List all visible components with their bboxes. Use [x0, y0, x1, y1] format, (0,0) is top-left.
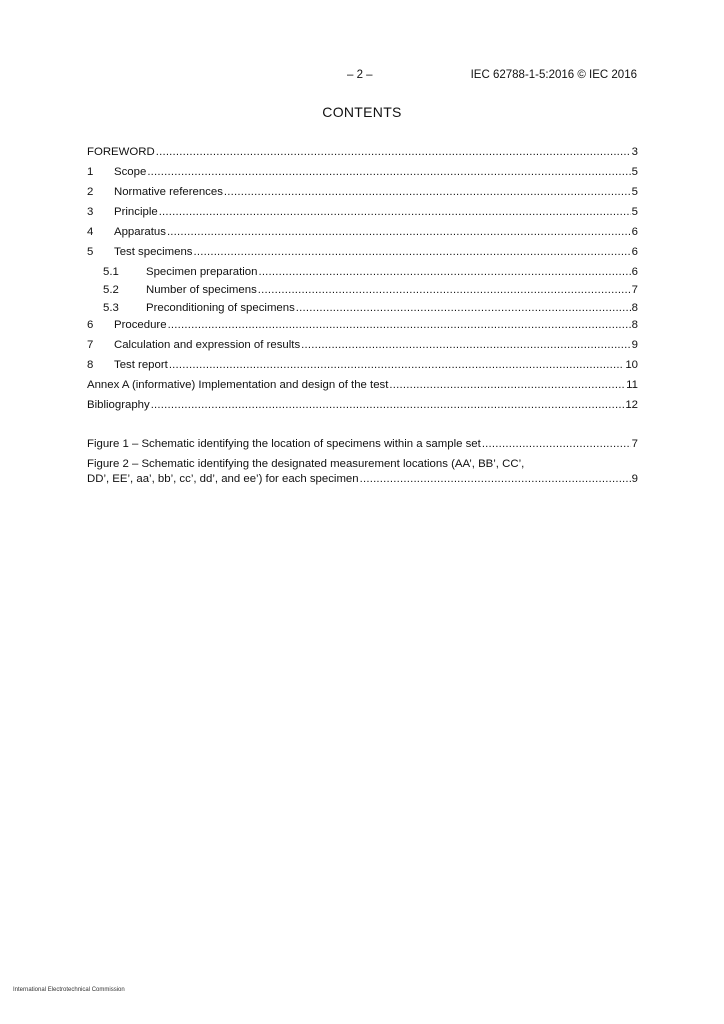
toc-entry-title: Preconditioning of specimens [146, 302, 295, 314]
dot-leader [224, 185, 631, 199]
toc-entry-test-report[interactable] [87, 358, 638, 372]
toc-entry-title: Calculation and expression of results [114, 339, 301, 351]
toc-entry-annex-a[interactable] [87, 378, 638, 392]
toc-entry-number: 5.1 [103, 266, 119, 278]
toc-entry-test-specimens[interactable] [87, 245, 638, 259]
figure-title: Figure 1 – Schematic identifying the location of specimens within a sample set [87, 438, 481, 450]
toc-entry-foreword[interactable] [87, 145, 638, 159]
figure-page: 9 [631, 473, 638, 485]
toc-entry-number: 7 [87, 339, 94, 351]
toc-entry-page: 8 [631, 302, 638, 314]
toc-figure-2-line-1[interactable]: Figure 2 – Schematic identifying the designated measurement locations (AA’, BB’, CC’, [87, 458, 525, 470]
document-identifier: IEC 62788-1-5:2016 © IEC 2016 [470, 69, 637, 81]
toc-entry-number-of-specimens[interactable] [103, 283, 638, 297]
toc-entry-bibliography[interactable] [87, 398, 638, 412]
dot-leader [194, 245, 631, 259]
dot-leader [296, 301, 631, 315]
toc-entry-page: 3 [631, 146, 638, 158]
toc-entry-title: Normative references [114, 186, 223, 198]
toc-entry-principle[interactable] [87, 205, 638, 219]
dot-leader [482, 437, 631, 451]
toc-entry-title: Scope [114, 166, 147, 178]
toc-figure-1[interactable] [87, 437, 638, 451]
toc-entry-page: 5 [631, 206, 638, 218]
toc-entry-number: 8 [87, 359, 94, 371]
dot-leader [360, 472, 631, 486]
toc-entry-number: 5.2 [103, 284, 119, 296]
dot-leader [167, 225, 631, 239]
toc-entry-page: 6 [631, 266, 638, 278]
figure-title: DD’, EE’, aa’, bb’, cc’, dd’, and ee’) for each specimen [87, 473, 359, 485]
dot-leader [258, 265, 630, 279]
toc-figure-2[interactable] [87, 472, 638, 486]
toc-entry-apparatus[interactable] [87, 225, 638, 239]
page-header [0, 69, 724, 83]
toc-entry-title: Specimen preparation [146, 266, 258, 278]
dot-leader [147, 165, 630, 179]
toc-entry-page: 9 [631, 339, 638, 351]
toc-entry-title: FOREWORD [87, 146, 155, 158]
toc-entry-page: 12 [625, 399, 638, 411]
toc-entry-title: Procedure [114, 319, 167, 331]
toc-entry-scope[interactable] [87, 165, 638, 179]
toc-entry-page: 10 [625, 359, 638, 371]
dot-leader [169, 358, 625, 372]
toc-entry-specimen-preparation[interactable] [103, 265, 638, 279]
toc-entry-calculation[interactable] [87, 338, 638, 352]
dot-leader [156, 145, 631, 159]
dot-leader [389, 378, 625, 392]
toc-entry-page: 7 [631, 284, 638, 296]
toc-entry-title: Number of specimens [146, 284, 257, 296]
toc-entry-number: 4 [87, 226, 94, 238]
dot-leader [301, 338, 631, 352]
toc-entry-number: 3 [87, 206, 94, 218]
toc-entry-title: Bibliography [87, 399, 150, 411]
toc-entry-title: Test specimens [114, 246, 193, 258]
toc-entry-preconditioning[interactable] [103, 301, 638, 315]
toc-entry-page: 6 [631, 246, 638, 258]
contents-heading: CONTENTS [322, 104, 402, 120]
toc-entry-number: 5 [87, 246, 94, 258]
figure-page: 7 [631, 438, 638, 450]
toc-entry-title: Principle [114, 206, 158, 218]
toc-entry-title: Annex A (informative) Implementation and design of the test [87, 379, 389, 391]
publisher-footer: International Electrotechnical Commission [13, 987, 125, 993]
toc-entry-page: 11 [626, 379, 638, 391]
toc-entry-title: Test report [114, 359, 168, 371]
toc-entry-title: Apparatus [114, 226, 166, 238]
toc-entry-page: 5 [631, 186, 638, 198]
toc-entry-page: 5 [631, 166, 638, 178]
dot-leader [258, 283, 631, 297]
toc-entry-number: 6 [87, 319, 94, 331]
toc-entry-number: 1 [87, 166, 94, 178]
dot-leader [168, 318, 631, 332]
toc-entry-number: 5.3 [103, 302, 119, 314]
toc-entry-normative-references[interactable] [87, 185, 638, 199]
toc-entry-page: 6 [631, 226, 638, 238]
toc-entry-page: 8 [631, 319, 638, 331]
dot-leader [159, 205, 631, 219]
toc-entry-procedure[interactable] [87, 318, 638, 332]
toc-entry-number: 2 [87, 186, 94, 198]
dot-leader [151, 398, 625, 412]
page-number: – 2 – [347, 69, 373, 81]
